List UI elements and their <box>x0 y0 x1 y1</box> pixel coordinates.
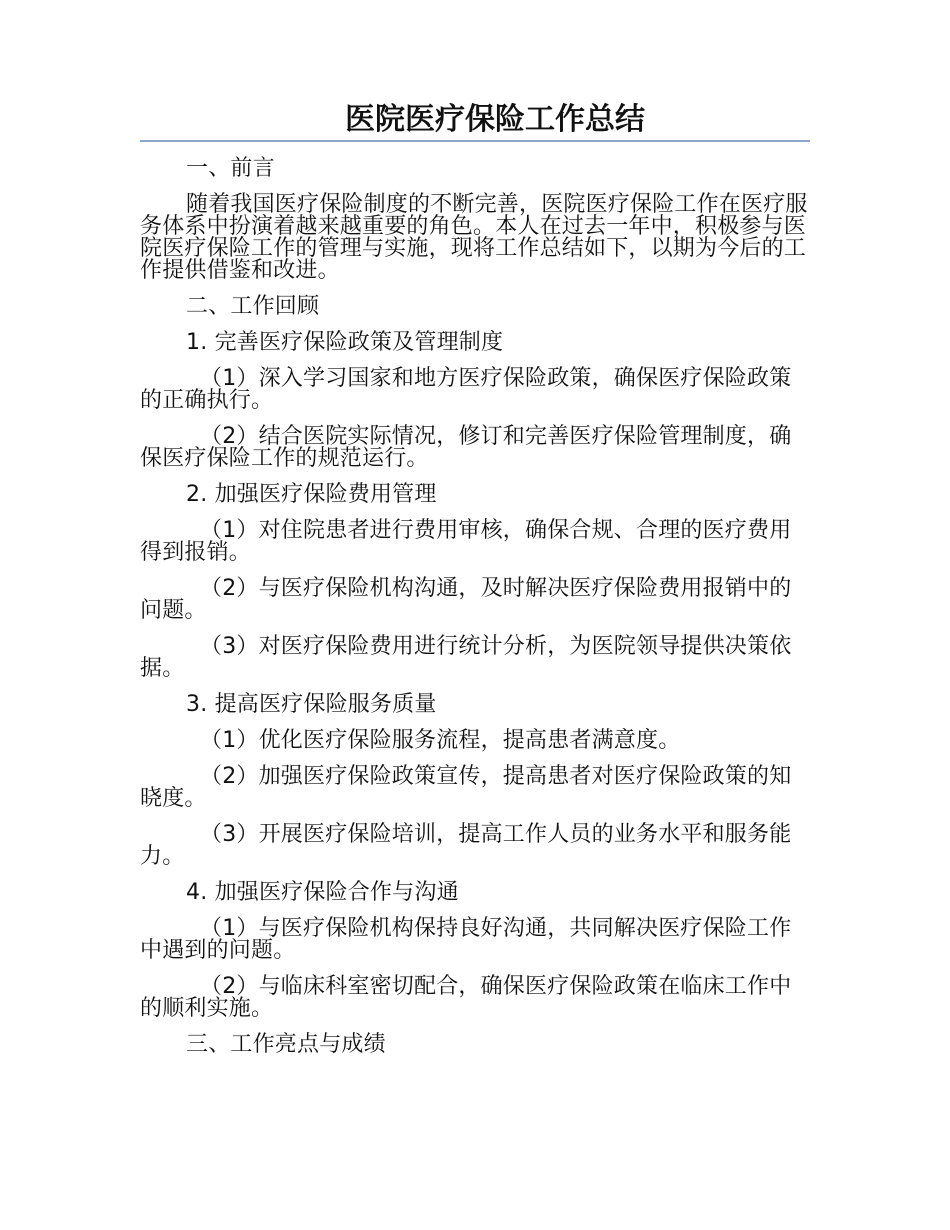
section-heading: 一、前言 <box>186 156 275 181</box>
list-item: （2）加强医疗保险政策宣传，提高患者对医疗保险政策的知晓度。 <box>140 764 792 811</box>
section-heading: 三、工作亮点与成绩 <box>186 1032 386 1057</box>
list-item: （1）深入学习国家和地方医疗保险政策，确保医疗保险政策的正确执行。 <box>140 366 792 413</box>
subsection-heading: 2. 加强医疗保险费用管理 <box>186 482 437 507</box>
title-underline <box>140 140 810 142</box>
list-item: （1）对住院患者进行费用审核，确保合规、合理的医疗费用得到报销。 <box>140 518 792 565</box>
list-item: （3）开展医疗保险培训，提高工作人员的业务水平和服务能力。 <box>140 822 792 869</box>
list-item: （2）与医疗保险机构沟通，及时解决医疗保险费用报销中的问题。 <box>140 576 792 623</box>
subsection-heading: 1. 完善医疗保险政策及管理制度 <box>186 330 504 355</box>
body-paragraph: 随着我国医疗保险制度的不断完善，医院医疗保险工作在医疗服务体系中扮演着越来越重要的角色。本人在过去一年中，积极参与医院医疗保险工作的管理与实施，现将工作总结如下，以期为今后的工作提供借鉴和改进。 <box>140 192 808 283</box>
list-item: （2）结合医院实际情况，修订和完善医疗保险管理制度，确保医疗保险工作的规范运行。 <box>140 424 792 471</box>
list-item: （3）对医疗保险费用进行统计分析，为医院领导提供决策依据。 <box>140 634 792 681</box>
document-title: 医院医疗保险工作总结 <box>345 102 645 137</box>
list-item: （2）与临床科室密切配合，确保医疗保险政策在临床工作中的顺利实施。 <box>140 974 792 1021</box>
subsection-heading: 3. 提高医疗保险服务质量 <box>186 692 437 717</box>
list-item: （1）与医疗保险机构保持良好沟通，共同解决医疗保险工作中遇到的问题。 <box>140 916 792 963</box>
section-heading: 二、工作回顾 <box>186 294 320 319</box>
list-item: （1）优化医疗保险服务流程，提高患者满意度。 <box>200 728 681 753</box>
document-page <box>140 100 810 1070</box>
subsection-heading: 4. 加强医疗保险合作与沟通 <box>186 880 459 905</box>
